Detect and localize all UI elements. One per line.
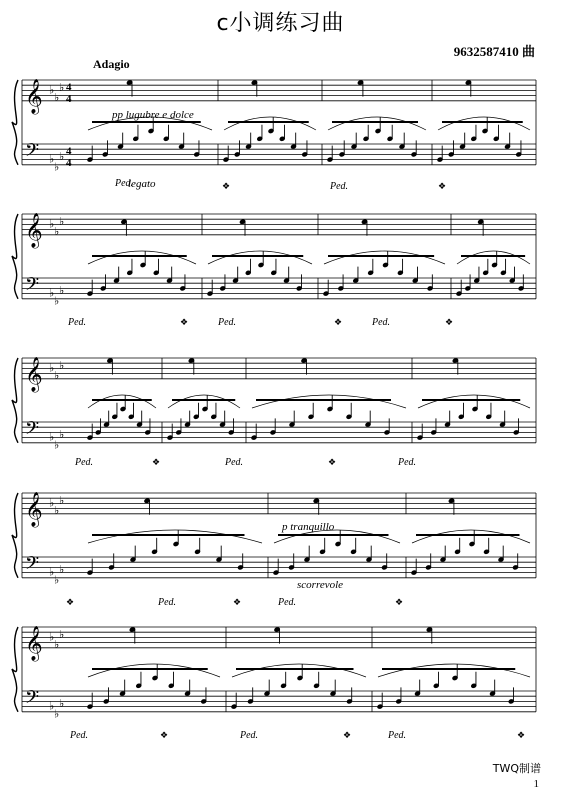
flat-icon: ♭	[59, 151, 65, 163]
flat-icon: ♭	[49, 218, 55, 231]
time-signature: 4	[66, 92, 72, 105]
pedal-release-icon: ❖	[160, 730, 169, 740]
flat-icon: ♭	[49, 631, 55, 644]
flat-icon: ♭	[54, 161, 60, 174]
flat-icon: ♭	[54, 574, 60, 587]
slur	[252, 395, 406, 408]
slur	[412, 530, 530, 543]
slur	[457, 251, 530, 264]
flat-icon: ♭	[49, 153, 55, 166]
pedal-release-icon: ❖	[180, 317, 189, 327]
flat-icon: ♭	[59, 81, 65, 94]
pedal-mark: Ped.	[388, 730, 407, 741]
pedal-release-icon: ❖	[222, 181, 231, 191]
expression-opening: pp lugubre e dolce	[112, 109, 194, 121]
flat-icon: ♭	[59, 359, 65, 372]
flat-icon: ♭	[49, 84, 55, 97]
flat-icon: ♭	[59, 698, 65, 710]
pedal-release-icon: ❖	[445, 317, 454, 327]
brace	[12, 493, 18, 578]
bass-clef-icon: 𝄢	[25, 687, 40, 713]
slur	[208, 251, 312, 264]
slur	[88, 530, 262, 543]
flat-icon: ♭	[59, 429, 65, 441]
pedal-release-icon: ❖	[233, 597, 242, 607]
slur	[168, 395, 240, 408]
page-title: c小调练习曲	[216, 11, 345, 36]
flat-icon: ♭	[49, 431, 55, 444]
flat-icon: ♭	[59, 285, 65, 297]
slur	[378, 664, 530, 677]
pedal-release-icon: ❖	[517, 730, 526, 740]
slur	[88, 664, 220, 677]
flat-icon: ♭	[59, 494, 65, 507]
treble-clef-icon: 𝄞	[25, 491, 43, 527]
treble-clef-icon: 𝄞	[25, 625, 43, 661]
flat-icon: ♭	[49, 700, 55, 713]
brace	[12, 80, 18, 165]
flat-icon: ♭	[54, 295, 60, 308]
pedal-release-icon: ❖	[395, 597, 404, 607]
flat-icon: ♭	[49, 566, 55, 579]
pedal-release-icon: ❖	[343, 730, 352, 740]
footer-credit: TWQ制谱	[492, 762, 541, 775]
expression-scorrevole: scorrevole	[297, 579, 344, 591]
brace	[12, 214, 18, 299]
expression-legato: legato	[128, 178, 156, 190]
slur	[224, 117, 316, 130]
pedal-release-icon: ❖	[334, 317, 343, 327]
flat-icon: ♭	[49, 287, 55, 300]
bass-clef-icon: 𝄢	[25, 553, 40, 579]
time-signature: 4	[66, 156, 72, 169]
pedal-release-icon: ❖	[438, 181, 447, 191]
brace	[12, 627, 18, 712]
flat-icon: ♭	[49, 497, 55, 510]
tempo-marking: Adagio	[93, 57, 130, 71]
brace	[12, 358, 18, 443]
pedal-mark: Ped.	[240, 730, 259, 741]
slur	[418, 395, 530, 408]
pedal-mark: Ped.	[70, 730, 89, 741]
composer: 9632587410 曲	[453, 44, 535, 59]
pedal-mark: Ped.	[398, 457, 417, 468]
slur	[324, 251, 445, 264]
slur	[274, 530, 400, 543]
treble-clef-icon: 𝄞	[25, 212, 43, 248]
expression-tranquillo: p tranquillo	[282, 521, 335, 533]
slur	[328, 117, 426, 130]
slur	[88, 251, 196, 264]
flat-icon: ♭	[49, 362, 55, 375]
flat-icon: ♭	[54, 92, 60, 105]
slur	[438, 117, 530, 130]
pedal-mark: Ped.	[225, 457, 244, 468]
pedal-release-icon: ❖	[66, 597, 75, 607]
flat-icon: ♭	[54, 708, 60, 721]
time-signature: 4	[66, 145, 72, 158]
flat-icon: ♭	[54, 505, 60, 518]
flat-icon: ♭	[59, 628, 65, 641]
pedal-mark: Ped.	[372, 317, 391, 328]
flat-icon: ♭	[59, 215, 65, 228]
flat-icon: ♭	[54, 639, 60, 652]
flat-icon: ♭	[54, 439, 60, 452]
flat-icon: ♭	[59, 564, 65, 576]
pedal-mark: Ped.	[115, 178, 134, 189]
treble-clef-icon: 𝄞	[25, 78, 43, 114]
pedal-mark: Ped.	[278, 597, 297, 608]
slur	[88, 395, 156, 408]
flat-icon: ♭	[54, 370, 60, 383]
pedal-mark: Ped.	[158, 597, 177, 608]
slur	[88, 117, 212, 130]
bass-clef-icon: 𝄢	[25, 418, 40, 444]
pedal-mark: Ped.	[75, 457, 94, 468]
treble-clef-icon: 𝄞	[25, 356, 43, 392]
flat-icon: ♭	[54, 226, 60, 239]
pedal-release-icon: ❖	[152, 457, 161, 467]
bass-clef-icon: 𝄢	[25, 140, 40, 166]
pedal-mark: Ped.	[218, 317, 237, 328]
pedal-mark: Ped.	[330, 181, 349, 192]
time-signature: 4	[66, 81, 72, 94]
pedal-mark: Ped.	[68, 317, 87, 328]
page-number: 1	[533, 778, 539, 790]
bass-clef-icon: 𝄢	[25, 274, 40, 300]
pedal-release-icon: ❖	[328, 457, 337, 467]
slur	[232, 664, 366, 677]
